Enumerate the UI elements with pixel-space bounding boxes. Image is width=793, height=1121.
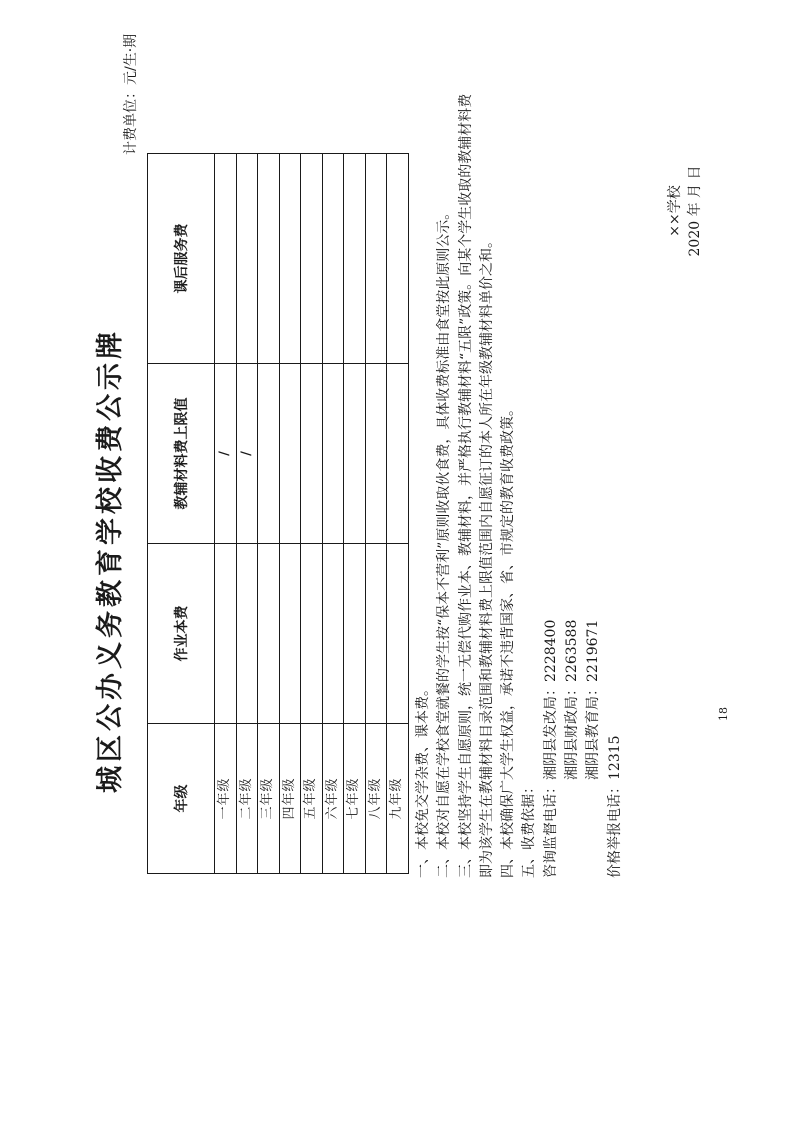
note-line: 湘阴县财政局：2263588 bbox=[564, 619, 581, 878]
table-header-row bbox=[148, 154, 215, 874]
table-row bbox=[279, 154, 301, 874]
grade-cell: 八年级 bbox=[365, 724, 387, 874]
material-fee-cell bbox=[301, 364, 323, 544]
grade-cell: 一年级 bbox=[215, 724, 237, 874]
after-school-fee-cell bbox=[365, 154, 387, 364]
note-line: 二、本校对自愿在学校食堂就餐的学生按“保本不营利”原则收取伙食费，具体收费标准由食堂按此原则公示。 bbox=[436, 205, 453, 878]
page-title: 城区公办义务教育学校收费公示牌 bbox=[95, 328, 126, 793]
note-line: 一、本校免交学杂费、课本费。 bbox=[415, 682, 431, 878]
note-line: 湘阴县教育局：2219671 bbox=[585, 619, 602, 878]
fee-table bbox=[147, 153, 409, 874]
note-line: 即为该学生在教辅材料目录范围和教辅材料费上限值范围内自愿征订的本人所在年级教辅材料单价之和。 bbox=[478, 234, 495, 878]
table-row bbox=[236, 154, 258, 874]
after-school-fee-cell bbox=[258, 154, 280, 364]
signature-school: ××学校 bbox=[667, 185, 683, 237]
note-line: 三、本校坚持学生自愿原则，统一无偿代购作业本、教辅材料，并严格执行教辅材料“五限”政策。向某个学生收取的教辅材料费 bbox=[457, 93, 474, 878]
column-header: 作业本费 bbox=[148, 544, 215, 724]
notes-block bbox=[413, 94, 626, 878]
material-fee-cell bbox=[322, 364, 344, 544]
workbook-fee-cell bbox=[279, 544, 301, 724]
after-school-fee-cell bbox=[215, 154, 237, 364]
after-school-fee-cell bbox=[279, 154, 301, 364]
signature-date: 2020 年 月 日 bbox=[687, 165, 703, 257]
table-row bbox=[322, 154, 344, 874]
grade-cell: 五年级 bbox=[301, 724, 323, 874]
material-fee-cell bbox=[344, 364, 366, 544]
material-fee-cell bbox=[365, 364, 387, 544]
after-school-fee-cell bbox=[301, 154, 323, 364]
grade-cell: 四年级 bbox=[279, 724, 301, 874]
column-header: 课后服务费 bbox=[148, 154, 215, 364]
material-fee-cell bbox=[387, 364, 409, 544]
workbook-fee-cell bbox=[236, 544, 258, 724]
grade-cell: 九年级 bbox=[387, 724, 409, 874]
grade-cell: 二年级 bbox=[236, 724, 258, 874]
fee-unit: 计费单位：元/生·期 bbox=[123, 33, 139, 155]
table-row bbox=[258, 154, 280, 874]
after-school-fee-cell bbox=[236, 154, 258, 364]
table-row bbox=[301, 154, 323, 874]
after-school-fee-cell bbox=[344, 154, 366, 364]
workbook-fee-cell bbox=[215, 544, 237, 724]
column-header: 教辅材料费上限值 bbox=[148, 364, 215, 544]
note-line: 四、本校确保广大学生权益，承诺不违背国家、省、市规定的教育收费政策。 bbox=[500, 402, 517, 878]
workbook-fee-cell bbox=[301, 544, 323, 724]
workbook-fee-cell bbox=[258, 544, 280, 724]
note-line: 价格举报电话：12315 bbox=[606, 735, 623, 878]
material-fee-cell: / bbox=[215, 364, 237, 544]
workbook-fee-cell bbox=[387, 544, 409, 724]
material-fee-cell bbox=[258, 364, 280, 544]
grade-cell: 七年级 bbox=[344, 724, 366, 874]
table-row bbox=[215, 154, 237, 874]
workbook-fee-cell bbox=[322, 544, 344, 724]
table-row bbox=[387, 154, 409, 874]
note-line: 咨询监督电话：湘阴县发改局：2228400 bbox=[542, 619, 559, 878]
workbook-fee-cell bbox=[365, 544, 387, 724]
material-fee-cell bbox=[279, 364, 301, 544]
grade-cell: 六年级 bbox=[322, 724, 344, 874]
page-number: 18 bbox=[717, 707, 730, 721]
workbook-fee-cell bbox=[344, 544, 366, 724]
material-fee-cell: / bbox=[236, 364, 258, 544]
table-row bbox=[365, 154, 387, 874]
table-row bbox=[344, 154, 366, 874]
column-header: 年级 bbox=[148, 724, 215, 874]
note-line: 五、收费依据： bbox=[521, 780, 538, 878]
grade-cell: 三年级 bbox=[258, 724, 280, 874]
after-school-fee-cell bbox=[322, 154, 344, 364]
after-school-fee-cell bbox=[387, 154, 409, 364]
